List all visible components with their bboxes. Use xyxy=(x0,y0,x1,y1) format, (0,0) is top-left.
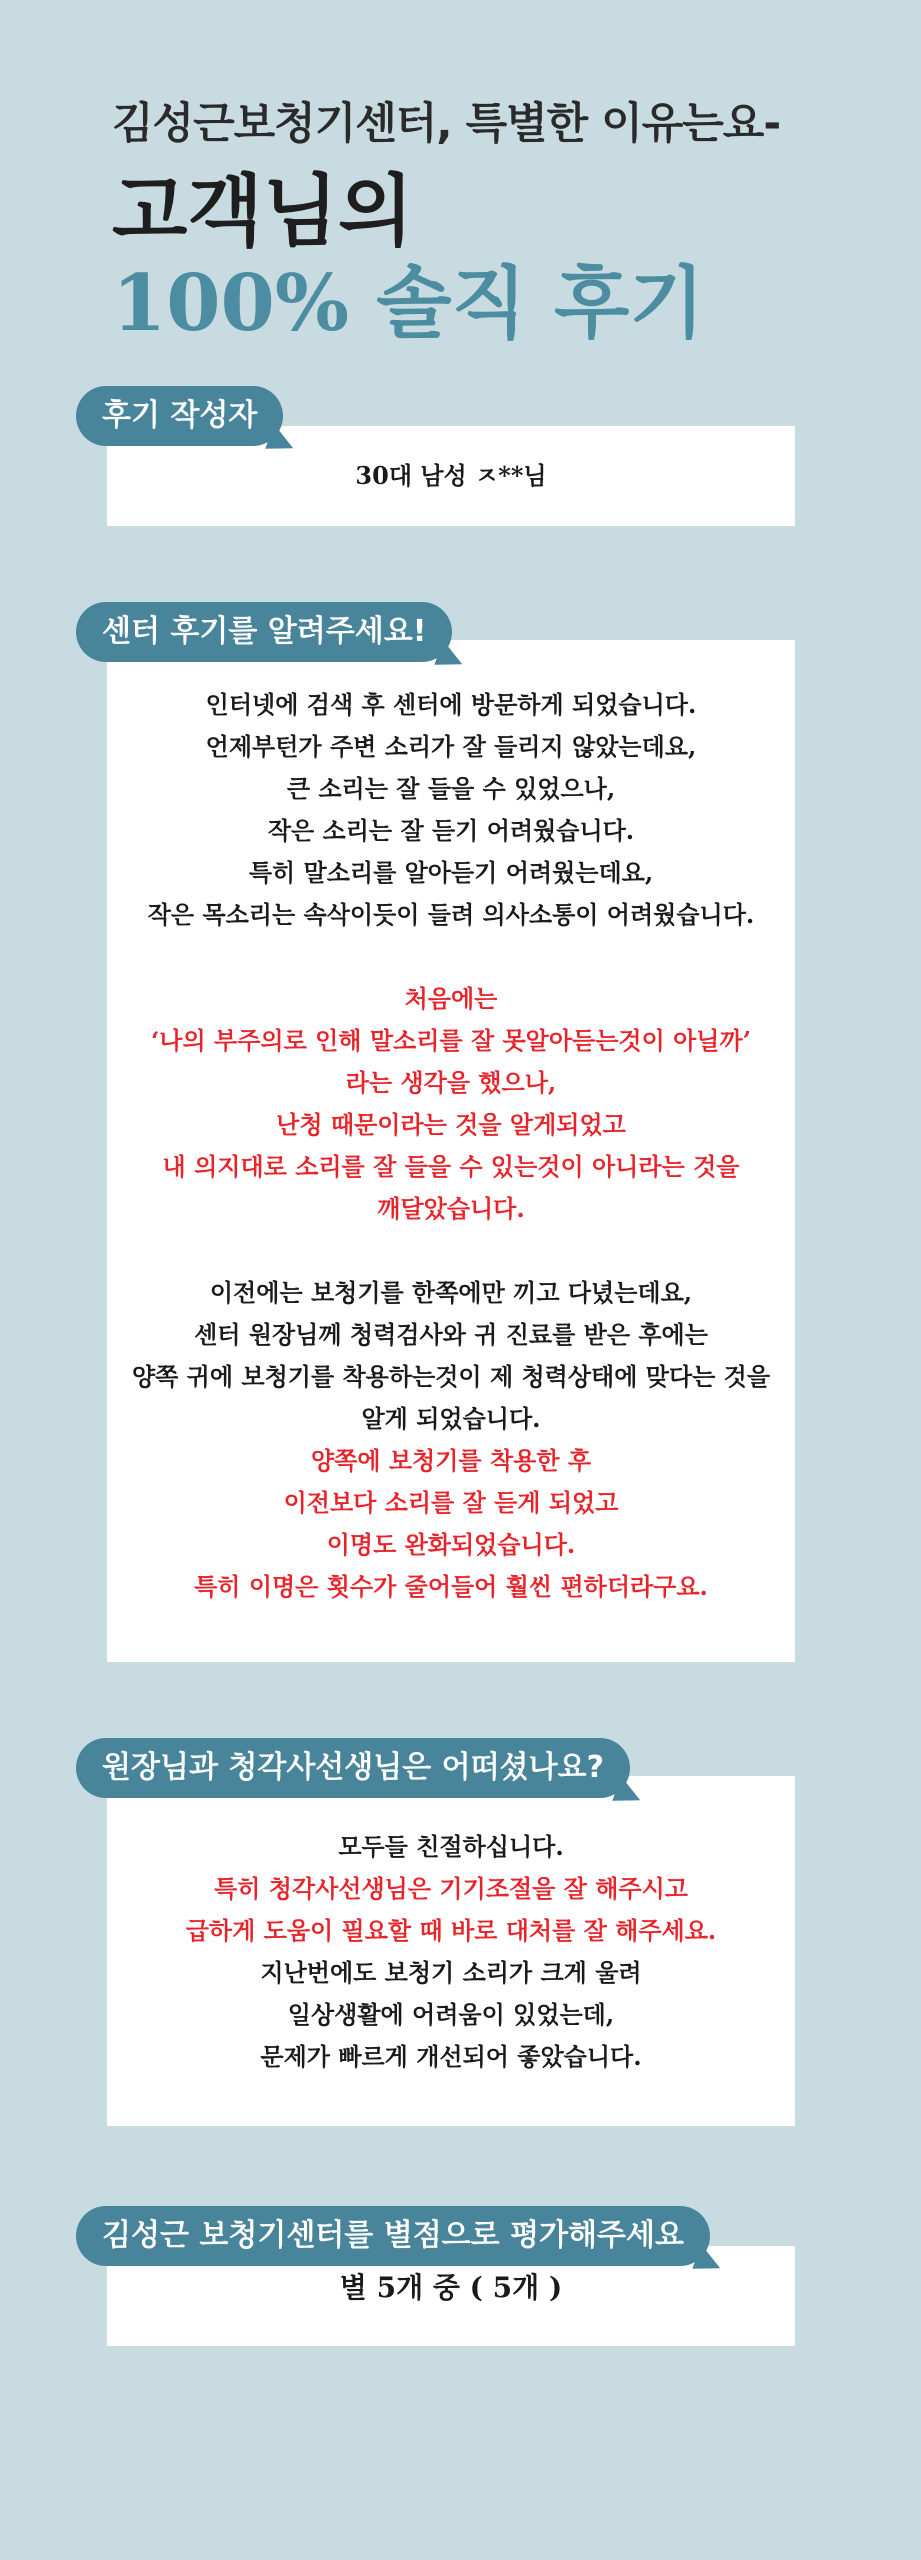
review-line: 언제부턴가 주변 소리가 잘 들리지 않았는데요, xyxy=(205,732,697,761)
review-highlight-line: 특히 이명은 횟수가 줄어들어 훨씬 편하더라구요. xyxy=(194,1572,708,1601)
page-header xyxy=(112,90,780,347)
review-highlight-line: 양쪽에 보청기를 착용한 후 xyxy=(310,1446,592,1475)
staff-tag-label: 원장님과 청각사선생님은 어떠셨나요? xyxy=(102,1750,604,1785)
review-line: 이전에는 보청기를 한쪽에만 끼고 다녔는데요, xyxy=(209,1278,693,1307)
review-highlight-line: 이전보다 소리를 잘 듣게 되었고 xyxy=(283,1488,619,1517)
review-highlight-line: 처음에는 xyxy=(404,984,498,1013)
review-line: 큰 소리는 잘 들을 수 있었으나, xyxy=(286,774,616,803)
reviewer-text: 30대 남성 ㅈ**님 xyxy=(355,461,547,490)
reviewer-tag-label: 후기 작성자 xyxy=(102,398,258,433)
review-tag-label: 센터 후기를 알려주세요! xyxy=(102,614,427,649)
staff-line: 지난번에도 보청기 소리가 크게 울려 xyxy=(260,1958,642,1987)
rating-tag-label: 김성근 보청기센터를 별점으로 평가해주세요 xyxy=(102,2218,684,2253)
review-line: 양쪽 귀에 보청기를 착용하는것이 제 청력상태에 맞다는 것을 xyxy=(131,1362,771,1391)
header-subtitle: 김성근보청기센터, 특별한 이유는요- xyxy=(112,99,781,149)
review-box xyxy=(107,640,795,1662)
staff-highlight-line: 급하게 도움이 필요할 때 바로 대처를 잘 해주세요. xyxy=(185,1916,717,1945)
review-line: 알게 되었습니다. xyxy=(361,1404,541,1433)
review-highlight-line: 라는 생각을 했으나, xyxy=(345,1068,557,1097)
review-line: 작은 소리는 잘 듣기 어려웠습니다. xyxy=(267,816,635,845)
staff-line: 모두들 친절하십니다. xyxy=(338,1832,564,1861)
review-highlight-line: 내 의지대로 소리를 잘 들을 수 있는것이 아니라는 것을 xyxy=(162,1152,740,1181)
review-line: 센터 원장님께 청력검사와 귀 진료를 받은 후에는 xyxy=(194,1320,708,1349)
reviewer-tag xyxy=(76,386,283,446)
review-highlight-line: 깨달았습니다. xyxy=(377,1194,525,1223)
header-title-highlight: 100% 솔직 후기 xyxy=(112,257,705,349)
review-line: 작은 목소리는 속삭이듯이 들려 의사소통이 어려웠습니다. xyxy=(147,900,755,929)
staff-box xyxy=(107,1776,795,2126)
review-highlight-line: ‘나의 부주의로 인해 말소리를 잘 못알아듣는것이 아닐까’ xyxy=(150,1026,752,1055)
rating-tag xyxy=(76,2206,710,2266)
review-line: 인터넷에 검색 후 센터에 방문하게 되었습니다. xyxy=(205,690,697,719)
staff-line: 일상생활에 어려움이 있었는데, xyxy=(287,2000,615,2029)
header-title: 고객님의 xyxy=(112,166,414,257)
review-highlight-line: 난청 때문이라는 것을 알게되었고 xyxy=(276,1110,626,1139)
staff-line: 문제가 빠르게 개선되어 좋았습니다. xyxy=(260,2042,642,2071)
review-line: 특히 말소리를 알아듣기 어려웠는데요, xyxy=(248,858,654,887)
staff-tag xyxy=(76,1738,630,1798)
review-tag xyxy=(76,602,452,662)
review-highlight-line: 이명도 완화되었습니다. xyxy=(326,1530,576,1559)
staff-highlight-line: 특히 청각사선생님은 기기조절을 잘 해주시고 xyxy=(214,1874,688,1903)
rating-text: 별 5개 중 ( 5개 ) xyxy=(339,2271,563,2304)
